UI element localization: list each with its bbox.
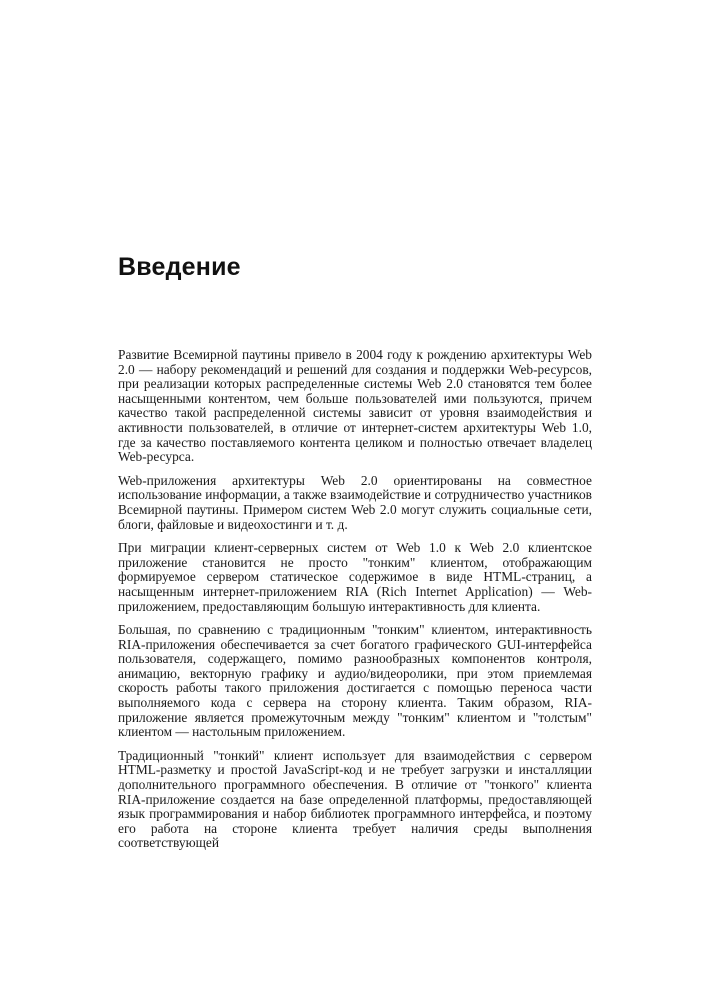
paragraph: При миграции клиент-серверных систем от Web 1.0 к Web 2.0 клиентское приложение становится не просто "тонким" клиентом, отображающим формируемое сервером статическое содержимое в виде HTML-страниц, а насыщенным интернет-приложением RIA (Rich Internet Application) — Web-приложением, предоставляющим большую интерактивность для клиента. [118, 540, 592, 614]
chapter-title: Введение [118, 253, 241, 281]
paragraph: Развитие Всемирной паутины привело в 2004 году к рождению архитектуры Web 2.0 — набору рекомендаций и решений для создания и поддержки Web-ресурсов, при реализации которых распределенные системы Web 2.0 становятся тем более насыщенными контентом, чем больше пользователей ими пользуются, причем качество такой распределенной системы зависит от уровня взаимодействия и активности пользователей, в отличие от интернет-систем архитектуры Web 1.0, где за качество поставляемого контента целиком и полностью отвечает владелец Web-ресурса. [118, 347, 592, 465]
paragraph: Web-приложения архитектуры Web 2.0 ориентированы на совместное использование информации, а также взаимодействие и сотрудничество участников Всемирной паутины. Примером систем Web 2.0 могут служить социальные сети, блоги, файловые и видеохостинги и т. д. [118, 472, 592, 532]
paragraph: Традиционный "тонкий" клиент использует для взаимодействия с сервером HTML-разметку и простой JavaScript-код и не требует загрузки и инсталляции дополнительного программного обеспечения. В отличие от "тонкого" клиента RIA-приложение создается на базе определенной платформы, предоставляющей язык программирования и набор библиотек программного интерфейса, и поэтому его работа на стороне клиента требует наличия среды выполнения соответствующей [118, 747, 592, 851]
body-text [118, 348, 592, 860]
paragraph: Большая, по сравнению с традиционным "тонким" клиентом, интерактивность RIA-приложения обеспечивается за счет богатого графического GUI-интерфейса пользователя, содержащего, помимо разнообразных компонентов контроля, анимацию, векторную графику и аудио/видеоролики, при этом приемлемая скорость работы такого приложения достигается с помощью переноса части выполняемого кода с сервера на сторону клиента. Таким образом, RIA-приложение является промежуточным между "тонким" клиентом и "толстым" клиентом — настольным приложением. [118, 622, 592, 740]
